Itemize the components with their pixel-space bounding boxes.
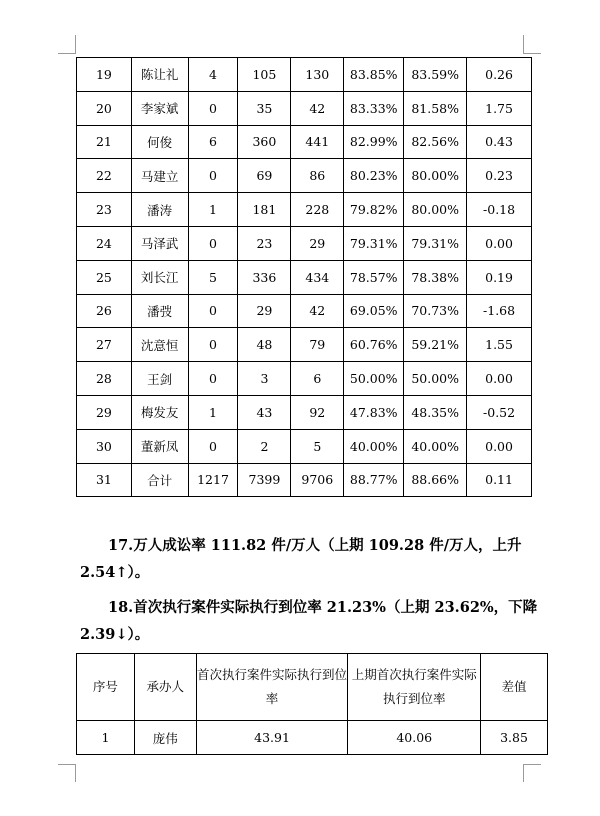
table-cell: 3 [238, 362, 291, 396]
table-cell: 21 [77, 125, 132, 159]
table-row [77, 226, 532, 260]
table-cell: 5 [188, 260, 238, 294]
table-cell: 78.57% [344, 260, 404, 294]
table-row [77, 429, 532, 463]
table-cell: 83.59% [404, 58, 467, 92]
table-cell: 79 [291, 328, 344, 362]
table-cell: 23 [77, 193, 132, 227]
table-cell: 42 [291, 294, 344, 328]
table-cell: 0 [188, 91, 238, 125]
table-cell: 35 [238, 91, 291, 125]
paragraph-18-text: 18.首次执行案件实际执行到位率 21.23%（上期 23.62%，下降 2.39↓）。 [80, 599, 538, 643]
table-cell: 48.35% [404, 395, 467, 429]
table-cell: 0.00 [467, 226, 532, 260]
header-previous-rate: 上期首次执行案件实际执行到位率 [348, 654, 481, 721]
table-cell: 70.73% [404, 294, 467, 328]
crop-mark-bottom-right-h [523, 764, 541, 765]
table-cell: 0.23 [467, 159, 532, 193]
table-cell: 沈意恒 [131, 328, 188, 362]
crop-mark-bottom-left-v [75, 764, 76, 782]
table-cell: 合计 [131, 463, 188, 497]
table-cell: 29 [77, 395, 132, 429]
table-cell: 6 [291, 362, 344, 396]
table-cell: 潘涛 [131, 193, 188, 227]
table-cell: 48 [238, 328, 291, 362]
table-cell: 360 [238, 125, 291, 159]
table-cell: 434 [291, 260, 344, 294]
crop-mark-bottom-right-v [523, 764, 524, 782]
table-cell: 0.00 [467, 362, 532, 396]
table-cell: 马建立 [131, 159, 188, 193]
table-cell: 83.33% [344, 91, 404, 125]
crop-mark-top-left-h [58, 53, 76, 54]
table-cell: 130 [291, 58, 344, 92]
table-cell: 27 [77, 328, 132, 362]
table-cell: 3.85 [481, 721, 548, 755]
table-row [77, 91, 532, 125]
table-cell: 2 [238, 429, 291, 463]
table-cell: 28 [77, 362, 132, 396]
table-cell: 82.99% [344, 125, 404, 159]
table-cell: 0 [188, 429, 238, 463]
crop-mark-top-right-h [523, 53, 541, 54]
execution-table-header-row [77, 654, 548, 721]
table-row [77, 294, 532, 328]
table-cell: 228 [291, 193, 344, 227]
table-cell: 40.00% [344, 429, 404, 463]
table-cell: 1.75 [467, 91, 532, 125]
table-cell: 潘弢 [131, 294, 188, 328]
table-row [77, 395, 532, 429]
table-cell: 0.43 [467, 125, 532, 159]
table-cell: 庞伟 [134, 721, 196, 755]
header-current-rate: 首次执行案件实际执行到位率 [196, 654, 348, 721]
ranking-table [76, 57, 532, 497]
table-row [77, 58, 532, 92]
table-cell: 24 [77, 226, 132, 260]
table-cell: 4 [188, 58, 238, 92]
table-cell: 26 [77, 294, 132, 328]
header-index: 序号 [77, 654, 135, 721]
crop-mark-bottom-left-h [58, 764, 76, 765]
table-cell: 1.55 [467, 328, 532, 362]
table-cell: 1217 [188, 463, 238, 497]
table-cell: 43 [238, 395, 291, 429]
table-cell: 50.00% [404, 362, 467, 396]
execution-table [76, 653, 548, 755]
table-cell: 1 [77, 721, 135, 755]
table-cell: 86 [291, 159, 344, 193]
table-cell: 1 [188, 395, 238, 429]
table-cell: 7399 [238, 463, 291, 497]
header-handler: 承办人 [134, 654, 196, 721]
table-cell: 42 [291, 91, 344, 125]
table-cell: 30 [77, 429, 132, 463]
table-cell: 0 [188, 362, 238, 396]
table-cell: 88.66% [404, 463, 467, 497]
table-cell: 81.58% [404, 91, 467, 125]
table-cell: 50.00% [344, 362, 404, 396]
table-cell: 31 [77, 463, 132, 497]
table-cell: 60.76% [344, 328, 404, 362]
table-cell: 0 [188, 159, 238, 193]
table-cell: 40.00% [404, 429, 467, 463]
table-cell: 梅发友 [131, 395, 188, 429]
paragraph-17 [80, 532, 540, 586]
table-row [77, 193, 532, 227]
table-row [77, 159, 532, 193]
table-cell: 刘长江 [131, 260, 188, 294]
table-cell: 181 [238, 193, 291, 227]
table-row [77, 328, 532, 362]
table-cell: 80.00% [404, 159, 467, 193]
table-cell: 79.31% [344, 226, 404, 260]
table-cell: 78.38% [404, 260, 467, 294]
table-cell: -0.18 [467, 193, 532, 227]
table-cell: 79.31% [404, 226, 467, 260]
crop-mark-top-right-v [523, 35, 524, 53]
table-cell: 0.19 [467, 260, 532, 294]
table-cell: 0 [188, 294, 238, 328]
table-cell: 19 [77, 58, 132, 92]
table-cell: 88.77% [344, 463, 404, 497]
table-row [77, 260, 532, 294]
table-cell: 0.26 [467, 58, 532, 92]
table-cell: 47.83% [344, 395, 404, 429]
table-row [77, 463, 532, 497]
header-difference: 差值 [481, 654, 548, 721]
table-cell: 马泽武 [131, 226, 188, 260]
table-cell: 0.11 [467, 463, 532, 497]
table-cell: 43.91 [196, 721, 348, 755]
table-cell: 441 [291, 125, 344, 159]
table-cell: 82.56% [404, 125, 467, 159]
table-cell: 1 [188, 193, 238, 227]
table-cell: 董新凤 [131, 429, 188, 463]
paragraph-18 [80, 594, 540, 648]
table-cell: 0 [188, 328, 238, 362]
table-cell: 92 [291, 395, 344, 429]
table-cell: 29 [291, 226, 344, 260]
table-cell: 23 [238, 226, 291, 260]
table-cell: 陈让礼 [131, 58, 188, 92]
table-cell: 29 [238, 294, 291, 328]
table-cell: 王剑 [131, 362, 188, 396]
table-cell: 何俊 [131, 125, 188, 159]
table-cell: 25 [77, 260, 132, 294]
table-row [77, 721, 548, 755]
table-cell: 80.00% [404, 193, 467, 227]
table-cell: -0.52 [467, 395, 532, 429]
table-row [77, 125, 532, 159]
table-cell: 40.06 [348, 721, 481, 755]
table-cell: 20 [77, 91, 132, 125]
table-cell: 83.85% [344, 58, 404, 92]
table-cell: 0 [188, 226, 238, 260]
table-cell: 5 [291, 429, 344, 463]
table-cell: 59.21% [404, 328, 467, 362]
table-cell: 0.00 [467, 429, 532, 463]
table-cell: 336 [238, 260, 291, 294]
table-cell: 22 [77, 159, 132, 193]
paragraph-17-text: 17.万人成讼率 111.82 件/万人（上期 109.28 件/万人，上升 2.54↑）。 [80, 537, 522, 581]
table-cell: 李家斌 [131, 91, 188, 125]
table-cell: 69.05% [344, 294, 404, 328]
table-cell: 69 [238, 159, 291, 193]
table-cell: 79.82% [344, 193, 404, 227]
table-cell: 6 [188, 125, 238, 159]
table-cell: 9706 [291, 463, 344, 497]
crop-mark-top-left-v [75, 35, 76, 53]
table-cell: 105 [238, 58, 291, 92]
table-cell: -1.68 [467, 294, 532, 328]
table-cell: 80.23% [344, 159, 404, 193]
table-row [77, 362, 532, 396]
